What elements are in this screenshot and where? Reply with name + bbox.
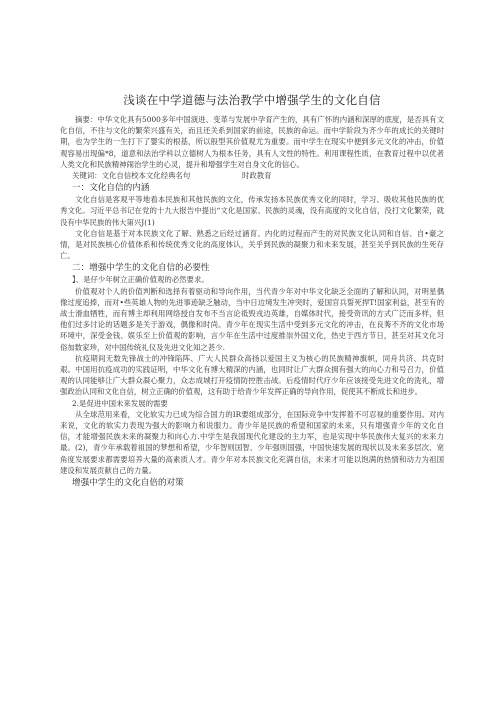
section-heading-3: 增强中学生的文化自倍的对策 bbox=[72, 478, 184, 489]
section-heading-2: 二：增强中学生的文化自信的必要性 bbox=[72, 263, 210, 274]
section-2-paragraph-3: 从全球范用来看，文化软实力已成为综合国力的IR要组成部分，在国际竞争中发挥着不可忍视的重要作用。对内来说，文化的软实力表现为强大的影响力和说服力。青少年是民族的希望和国家的未来，只有增强青少年的文化自信，才能增强民族未来的凝聚力和向心力.中学生是我国现代化建设的主力军，也是实现中华民族伟大复兴的未来力最。(2)，青少年承载着祖国的梦想和希望，少年智则国智、少年强则国强，中国快速发展的现状以及未来多层次、宽角度发展要求都需要培养大量的高素质人才。青少年对本民族文化充满自信，未来才可能以饱满的热情和动力为祖国建设和发展贡献自己的力量。 bbox=[60, 409, 444, 475]
section-heading-1: 一：文化自信的内涵 bbox=[72, 183, 150, 194]
section-2-paragraph-1: 价值观对个人的价值判断和选择有着驱动和导向作用，当代青少年对中华文化缺乏全面的了解和认同，对明星偶像过度追捧，而对•些英雄人物的先进事迹缺乏触动，当中日边境发生冲突时，爱国官兵誓死捍T!国家利益，甚至有的战士滑血牺牲，而有博主却利用网络授自发布不当言论祗毁戎边英雄，自媒体时代，接受资讯的方式广泛而多样，但他们过多讨论的话题多是关于游戏，偶像和时尚。青少年在现实生活中受到多元文化的冲击，在良莠不齐的文化市场环境中，深受金钱、娱乐至上价值观的影响，言少年在生活中过度推崇外国文化，热史于西方节日，甚至对其文化习俗加数家珍，对中国传统礼仪及先进文化知之甚少. bbox=[60, 286, 444, 352]
abstract-paragraph: 摘要：中华文化具有5000多年中国演进、变革与发展中孕育产生的，具有广怀的内涵和深厚的底度，是否具有文化自信，不往与文化的繁荣兴盛有关，而且还关系到国家的前途，民族的命运。而中学阶段为齐少年的成长的关键时期，也为学生的一生打下了婴实的根基，所以般型其价值观尤为重要。而中学生在现实中便到多元文化的冲击，价值观容易出现偏*8，道意和法治学科以立德树人为根本任务，具有人文性的特性。利用课程性质，在教育过程中以优者人类文化和民族精神闹治学生的心灵，提升和增强学生对自身文化的信心。 bbox=[60, 115, 444, 169]
keywords-line: 关键词：文化自信校本文化经典名句 时政教育 bbox=[72, 171, 272, 181]
document-title: 浅谈在中学道德与法治教学中增强学生的文化自信 bbox=[123, 93, 381, 107]
section-1-paragraph-1: 文化自信是客观平等地看本民族和其他民族的文化，传承发扬本民族优秀文化的同时，学习、吸收其他民族的优秀文化。习近平总书记在党的十九大报告中提出“文化是国家、民族的灵魂，没有高度的文化自信，没打文化繁荣，就没有中华民族的伟大第兴J(1) bbox=[60, 195, 444, 227]
section-2-paragraph-2: 抗疫期间无数先锋战士的冲锋陷阵、广大人民群众高扬以爱国主义为核心的民族精神旗帜，同舟共济、共克时艰。中国用抗疫成功的实践证明，中华文化有博大精深的内涵，也同时让广大群众拥有强大的向心力和号召力，价值观的认同能够让广大群众凝心聚力，众志成城打开疫情防控胜击战。后疫情时代疗少年应该接受先进文化的洗礼，增强政治认同和文化自信，树立正确的价值观，这有助于给青少年发挥正确的导向作用，促使其不断成长和进步。 bbox=[60, 353, 444, 397]
document-body bbox=[60, 92, 444, 489]
section-1-paragraph-2: 文化自信是基于对本民族文化了解、熟悉之后经过涵育、内化的过程而产生的对民族文化认同和自信、自•豪之情，是对民族核心价值体系和传统优秀文化的高度体认，关乎到民族的凝聚力和未来发展，甚至关乎到民族的生死存亡。 bbox=[60, 228, 444, 261]
subsection-heading-2: 2.是促进中国未来发展的需要 bbox=[72, 398, 168, 408]
subsection-heading-1: 】、是仔少年树立正确价值观的必然要求。 bbox=[72, 275, 209, 285]
